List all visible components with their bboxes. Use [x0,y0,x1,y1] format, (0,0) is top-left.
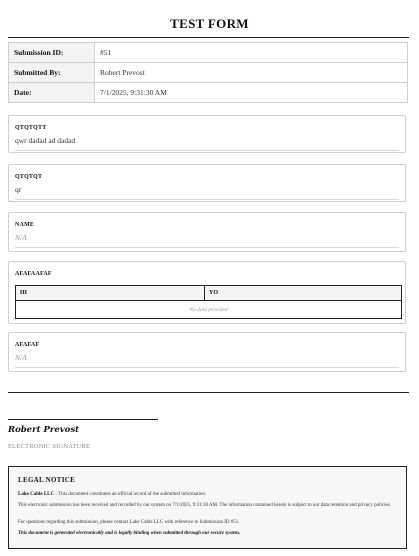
field-value: N/A [15,353,27,362]
submission-id-value: #51 [95,43,408,63]
field-qtqtqt [8,164,406,202]
column-header-hi: HI [16,286,205,301]
table-row [9,83,408,103]
field-value: qr [15,185,22,194]
legal-paragraph [18,491,398,498]
field-label: AFAFAAFAF [15,271,52,277]
signature-caption: ELECTRONIC SIGNATURE [8,443,91,450]
legal-text: - This document constitutes an official record of the submitted information. [54,492,207,497]
legal-binding-statement: This document is generated electronically and is legally binding when submitted through our secure system. [18,531,241,536]
field-underline [15,247,399,248]
date-label: Date: [9,83,95,103]
legal-paragraph: For questions regarding this submission, please contact Lake Cable LLC with reference to Submission ID #51. [18,520,240,525]
date-value: 7/1/2025, 9:31:30 AM [95,83,408,103]
submission-id-label: Submission ID: [9,43,95,63]
empty-table-message: No data provided [16,301,402,319]
field-afafaafaf [8,261,406,324]
table-row [16,301,402,319]
submitted-by-label: Submitted By: [9,63,95,83]
field-label: QTQTQTT [15,125,47,131]
legal-paragraph: This electronic submission has been received and recorded by our system on 7/1/2025, 9:31:30 AM. The information contained herein is subject to our data retention and privacy policies. [18,503,391,508]
data-table [15,285,402,319]
field-value: N/A [15,233,27,242]
field-qtqtqtt [8,115,406,153]
field-name [8,212,406,252]
signature-line [8,419,158,420]
form-title: TEST FORM [170,16,249,31]
column-header-yo: YO [205,286,402,301]
legal-notice [8,466,407,549]
field-underline [15,199,399,200]
legal-notice-heading: LEGAL NOTICE [18,476,76,484]
submission-meta-table [8,42,408,103]
field-label: AFAFAF [15,342,40,348]
field-underline [15,150,399,151]
field-afafaf [8,332,406,372]
table-row [9,63,408,83]
company-name: Lake Cable LLC [18,492,55,497]
section-divider [8,392,409,393]
table-row [9,43,408,63]
field-label: NAME [15,222,35,228]
field-value: qwr dadad ad dadad [15,136,76,145]
title-divider [8,37,409,38]
field-underline [15,367,399,368]
field-label: QTQTQT [15,174,43,180]
signature-name: Robert Prevost [8,425,80,435]
submitted-by-value: Robert Prevost [95,63,408,83]
table-header-row [16,286,402,301]
